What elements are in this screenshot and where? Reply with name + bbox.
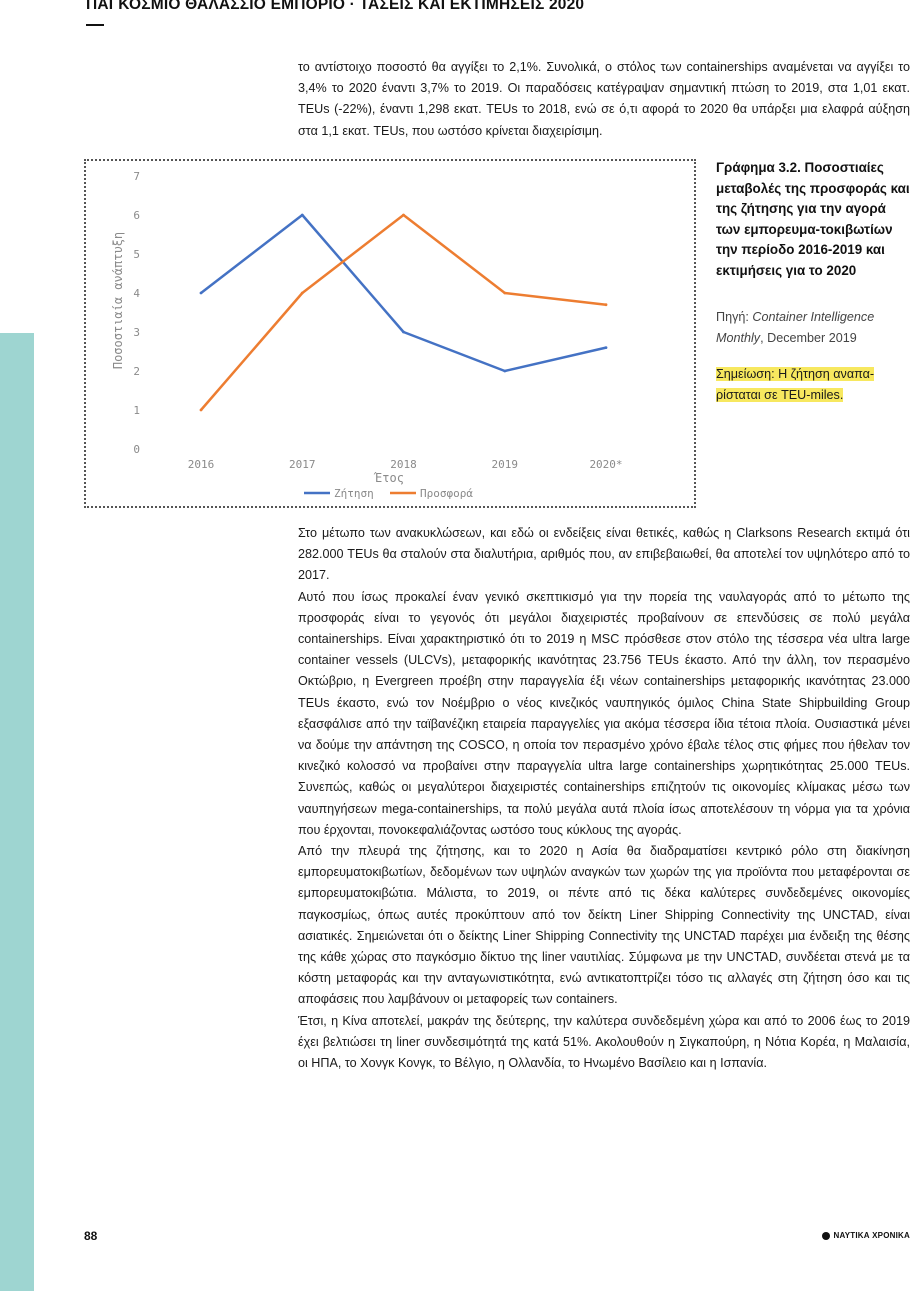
line-chart: [86, 161, 694, 506]
running-header: ΠΑΓΚΟΣΜΙΟ ΘΑΛΑΣΣΙΟ ΕΜΠΟΡΙΟ · ΤΑΣΕΙΣ ΚΑΙ ΕΚΤΙΜΗΣΕΙΣ 2020: [86, 0, 585, 13]
x-tick-label: 2016: [187, 458, 215, 471]
data-point: [605, 346, 608, 349]
source-name: Container Intelligence Monthly: [716, 310, 875, 345]
data-point: [402, 331, 405, 334]
figure-caption: [716, 158, 910, 405]
series-line-supply: [201, 215, 606, 410]
data-point: [503, 292, 506, 295]
y-tick-label: 0: [133, 443, 140, 456]
paragraph: Αυτό που ίσως προκαλεί έναν γενικό σκεπτικισμό για την πορεία της ναυλαγοράς από το μέτωπο της προσφοράς είναι το γεγονός ότι μεγάλοι διαχειριστές προβαίνουν σε επενδύσεις σε πολύ μεγάλα containerships. Είναι χαρακτηριστικό ότι το 2019 η MSC πρόσθεσε στον στόλο της τέσσερα νέα ultra large container vessels (ULCVs), μεταφορικής ικανότητας 23.756 TEUs έκαστο. Από την άλλη, τον περασμένο Οκτώβριο, η Evergreen προέβη στην παραγγελία έξι νέων containerships μεταφορικής ικανότητας 23.000 TEUs έκαστο, ενώ τον Νοέμβριο ο νέος κινεζικός ναυπηγικός όμιλος China State Shipbuilding Group εξασφάλισε από την ταϊβανέζικη εταιρεία παραγγελίες για ακόμα τέσσερα ίδια τέτοια πλοία. Ουσιαστικά μένει να δούμε την απάντηση της COSCO, η οποία τον περασμένο χρόνο έβαλε τέλος στις φήμες που ήθελαν τον κινεζικό κολοσσό να προβαίνει στην παραγγελία ultra large containerships χωρητικότητας 25.000 TEUs. Συνεπώς, καθώς οι μεγαλύτεροι διαχειριστές containerships επιζητούν τις οικονομίες κλίμακας μέσω των ναυπηγήσεων mega-containerships, τα πολύ μεγάλα αυτά πλοία ίσως αποτελέσουν τη νόρμα για τα χρόνια που έρχονται, πονοκεφαλιάζοντας ωστόσο τους κύκλους της αγοράς.: [298, 589, 910, 837]
y-tick-label: 1: [133, 404, 140, 417]
text-block-top: [298, 57, 910, 142]
legend-label: Ζήτηση: [334, 487, 374, 500]
data-point: [200, 292, 203, 295]
text-block-bottom: [298, 523, 910, 1074]
x-tick-label: 2018: [390, 458, 417, 471]
page-number: 88: [84, 1229, 98, 1243]
data-point: [301, 214, 304, 217]
figure-note: [716, 364, 910, 405]
y-tick-label: 2: [133, 365, 140, 378]
data-point: [200, 409, 203, 412]
y-tick-label: 6: [133, 209, 140, 222]
figure-source: [716, 307, 910, 348]
magazine-logo-icon: [822, 1232, 830, 1240]
paragraph: Στο μέτωπο των ανακυκλώσεων, και εδώ οι ενδείξεις είναι θετικές, καθώς η Clarksons Research εκτιμά ότι 282.000 TEUs θα σταλούν στα διαλυτήρια, αριθμός που, αν επιβεβαιωθεί, θα αποτελεί τον υψηλότερο από το 2017.: [298, 526, 910, 583]
source-date: , December 2019: [760, 330, 857, 345]
paragraph: το αντίστοιχο ποσοστό θα αγγίξει το 2,1%. Συνολικά, ο στόλος των containerships αναμένεται να αγγίξει το 3,4% το 2020 έναντι 3,7% το 2019. Οι παραδόσεις κατέγραψαν σημαντική πτώση το 2019, στα 1,01 εκατ. TEUs (-22%), έναντι 1,298 εκατ. TEUs το 2018, ενώ σε ό,τι αφορά το 2020 θα υπάρξει μια ελαφρά αύξηση στα 1,1 εκατ. TEUs, που ωστόσο κρίνεται διαχειρίσιμη.: [298, 60, 910, 138]
y-tick-label: 4: [133, 287, 140, 300]
header-dash: [86, 24, 104, 26]
note-highlight: Σημείωση: Η ζήτηση αναπα-ρίσταται σε TEU-miles.: [716, 367, 875, 402]
y-axis-title: Ποσοστιαία ανάπτυξη: [111, 231, 125, 370]
x-tick-label: 2019: [491, 458, 518, 471]
chart-frame: [84, 159, 696, 508]
source-label: Πηγή:: [716, 310, 753, 324]
legend-label: Προσφορά: [420, 487, 473, 500]
side-color-bar: [0, 333, 34, 1291]
figure-caption-title: Γράφημα 3.2. Ποσοστιαίες μεταβολές της προσφοράς και της ζήτησης για την αγορά των εμπορευμα-τοκιβωτίων την περίοδο 2016-2019 και εκτιμήσεις για το 2020: [716, 160, 910, 278]
x-axis-title: Έτος: [375, 471, 404, 485]
magazine-brand: [822, 1231, 910, 1240]
y-tick-label: 3: [133, 326, 140, 339]
y-tick-label: 5: [133, 248, 140, 261]
x-tick-label: 2017: [289, 458, 316, 471]
paragraph: Από την πλευρά της ζήτησης, και το 2020 η Ασία θα διαδραματίσει κεντρικό ρόλο στη διακίνηση εμπορευματοκιβωτίων, δεδομένων των υψηλών αναγκών των χωρών της για προϊόντα που μεταφέρονται σε εμπορευματοκιβώτια. Μάλιστα, το 2019, οι πέντε από τις δέκα καλύτερες συνδεδεμένες οικονομίες παγκοσμίως, όπως αυτές προκύπτουν από τον δείκτη Liner Shipping Connectivity της UNCTAD, είναι ασιατικές. Σημειώνεται ότι ο δείκτης Liner Shipping Connectivity της UNCTAD παρέχει μια ένδειξη της θέσης της κάθε χώρας στο παγκόσμιο δίκτυο της liner ναυτιλίας. Σύμφωνα με την UNCTAD, συνδέεται στενά με τα κόστη μεταφοράς και την ανταγωνιστικότητα, ενώ αντικατοπτρίζει τόσο τις αλλαγές στη ζήτηση όσο και τις αποφάσεις που λαμβάνουν οι μεταφορείς των containers.: [298, 844, 910, 1007]
data-point: [402, 214, 405, 217]
y-tick-label: 7: [133, 170, 140, 183]
x-tick-label: 2020*: [589, 458, 623, 471]
data-point: [503, 370, 506, 373]
data-point: [301, 292, 304, 295]
magazine-name: ΝΑΥΤΙΚΑ ΧΡΟΝΙΚΑ: [833, 1231, 910, 1240]
series-line-demand: [201, 215, 606, 371]
data-point: [605, 303, 608, 306]
paragraph: Έτσι, η Κίνα αποτελεί, μακράν της δεύτερης, την καλύτερα συνδεδεμένη χώρα και από το 2006 έως το 2019 έχει βελτιώσει τη liner συνδεσιμότητά της κατά 51%. Ακολουθούν η Σιγκαπούρη, η Νότια Κορέα, η Μαλαισία, οι ΗΠΑ, το Χονγκ Κονγκ, το Βέλγιο, η Ολλανδία, το Ηνωμένο Βασίλειο και η Ισπανία.: [298, 1013, 910, 1071]
